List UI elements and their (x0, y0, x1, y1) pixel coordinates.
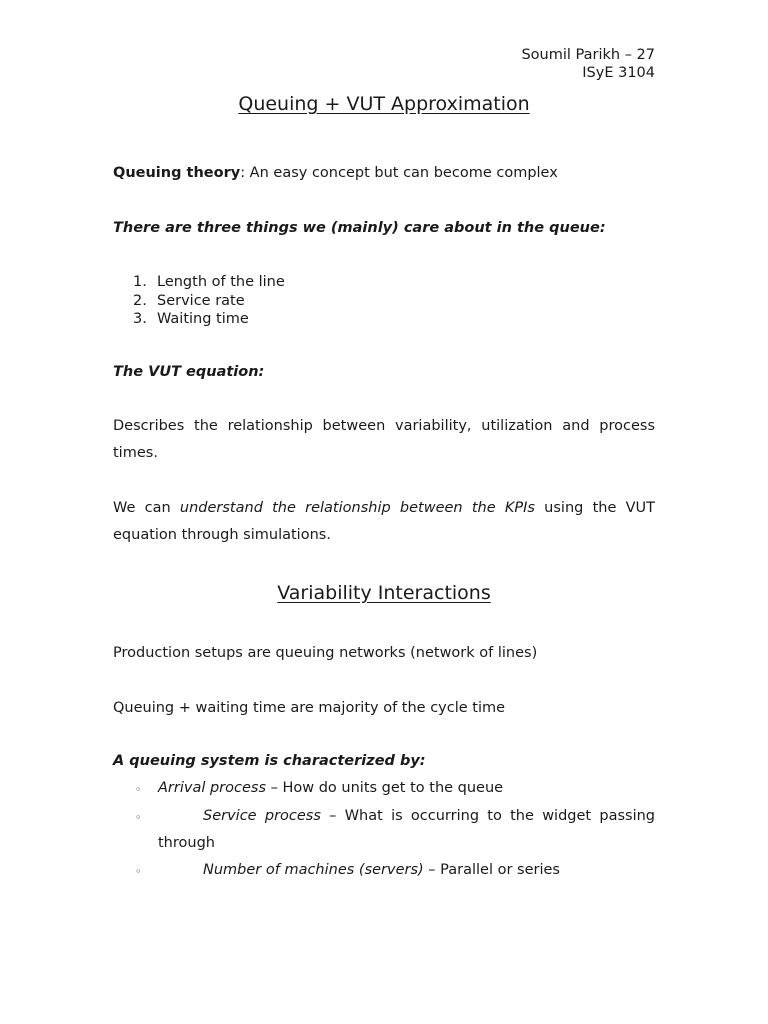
list-item-arrival: Arrival process – How do units get to the queue (158, 780, 504, 796)
vut-heading: The VUT equation: (113, 364, 265, 380)
list-item-service: Service process – What is occurring to the widget passing through (158, 808, 655, 851)
three-things-heading: There are three things we (mainly) care about in the queue: (113, 220, 606, 236)
author-name: Soumil Parikh – 27 (521, 47, 655, 63)
list-item: 3. Waiting time (133, 311, 249, 327)
production-setups-line: Production setups are queuing networks (network of lines) (113, 645, 538, 661)
queuing-theory-line (113, 165, 655, 181)
list-item: 1. Length of the line (133, 274, 285, 290)
characterized-heading: A queuing system is characterized by: (113, 753, 426, 769)
queuing-theory-label: Queuing theory (113, 165, 241, 181)
author-header (521, 46, 655, 82)
page-title: Queuing + VUT Approximation (238, 93, 530, 115)
list-item-machines: Number of machines (servers) – Parallel or series (203, 862, 560, 878)
bullet-icon: ◦ (135, 783, 142, 796)
queuing-waiting-line: Queuing + waiting time are majority of the cycle time (113, 700, 506, 716)
three-things-list (133, 273, 285, 329)
course-code: ISyE 3104 (582, 65, 655, 81)
list-item: 2. Service rate (133, 292, 245, 309)
vut-description: Describes the relationship between variability, utilization and process times. (113, 418, 655, 461)
queuing-theory-text: : An easy concept but can become complex (240, 165, 558, 181)
section-title-variability: Variability Interactions (277, 582, 491, 604)
kpi-sentence: We can understand the relationship between the KPIs using the VUT equation through simulations. (113, 500, 655, 543)
bullet-icon: ◦ (135, 811, 142, 824)
bullet-icon: ◦ (135, 865, 142, 878)
